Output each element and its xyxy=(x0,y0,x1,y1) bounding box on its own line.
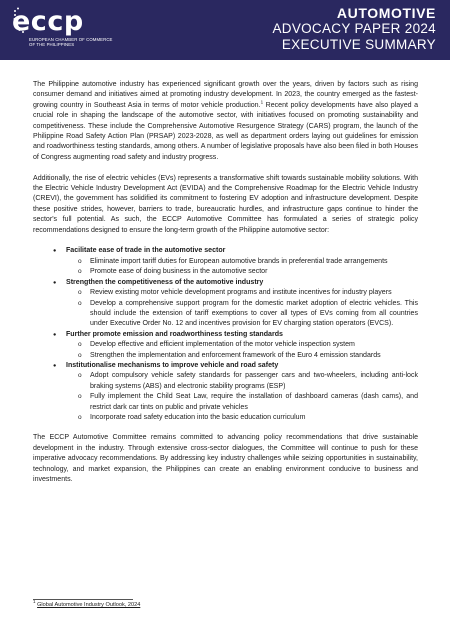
title-line-1: AUTOMOTIVE xyxy=(336,5,436,21)
recommendation-heading: ● Strengthen the competitiveness of the automotive industry xyxy=(66,278,264,286)
recommendation-subitem: o Strengthen the implementation and enforcement framework of the Euro 4 emission standards xyxy=(66,351,418,361)
recommendation-subitem: o Incorporate road safety education into the basic education curriculum xyxy=(66,413,418,423)
footnote-divider xyxy=(33,599,133,600)
recommendation-subitem: o Fully implement the Child Seat Law, require the installation of dashboard cameras (dash cams), and restrict dark car tints on public and private vehicles xyxy=(66,392,418,413)
recommendation-subitem: o Promote ease of doing business in the automotive sector xyxy=(66,267,418,277)
document-title xyxy=(272,5,436,53)
logo-subtitle: EUROPEAN CHAMBER OF COMMERCE OF THE PHILIPPINES xyxy=(29,37,113,47)
title-line-2: ADVOCACY PAPER 2024 xyxy=(272,21,436,36)
intro-paragraph: The Philippine automotive industry has experienced significant growth over the years, driven by factors such as rising consumer demand and initiatives aimed at promoting industry development. In 2023, the country emerged as the fastest-growing country in Southeast Asia in terms of motor vehicle production.$^1$ Recent policy developments have also played a crucial role in shaping the landscape of the automotive sector, with initiatives focused on promoting sustainability and competitiveness. These include the Comprehensive Automotive Resurgence Strategy (CARS) program, the launch of the Philippine Road Safety Action Plan (PRSAP) 2023-2028, as well as department orders laying out guidelines for emission and roadworthiness testing standards, among others. A number of legislative proposals have also been filed in both Houses of Congress augmenting road safety and industry progress. xyxy=(33,81,418,161)
recommendation-subitem: o Eliminate import tariff duties for European automotive brands in preferential trade arrangements xyxy=(66,257,418,267)
recommendation-item xyxy=(33,361,418,423)
recommendation-item xyxy=(33,278,418,330)
title-line-3: EXECUTIVE SUMMARY xyxy=(281,37,436,52)
eccp-logo xyxy=(12,6,132,54)
recommendation-subitem: o Develop effective and efficient implementation of the motor vehicle inspection system xyxy=(66,340,418,350)
footnote-number: 1 xyxy=(33,599,36,605)
recommendation-subitem: o Adopt compulsory vehicle safety standards for passenger cars and two-wheelers, including anti-lock braking systems (ABS) and electronic stability programs (ESP) xyxy=(66,371,418,392)
header-banner xyxy=(0,0,450,60)
recommendations-list xyxy=(33,246,418,423)
recommendation-subitem: o Develop a comprehensive support program for the domestic market adoption of electric vehicles. This should include the extension of tariff exemptions to cover all types of EVs coming from all countries under Executive Order No. 12 and incentives provision for EV charging station operators (EVCS). xyxy=(66,299,418,330)
footnote-marker: 1 xyxy=(260,99,264,105)
ev-paragraph: Additionally, the rise of electric vehicles (EVs) represents a transformative shift towards sustainable mobility solutions. With the Electric Vehicle Industry Development Act (EVIDA) and the Comprehensive Roadmap for the Electric Vehicle Industry (CREVI), the government has solidified its commitment to fostering EV adoption and infrastructure development. Despite these positive strides, however, barriers to trade, bureaucratic hurdles, and infrastructure gaps continue to hinder the sector's full potential. As such, the ECCP Automotive Committee has formulated a series of strategic policy recommendations designed to ensure the long-term growth of the Philippine automotive sector: xyxy=(33,174,418,234)
footnote-link[interactable]: Global Automotive Industry Outlook, 2024 xyxy=(37,602,141,608)
recommendation-item xyxy=(33,330,418,361)
body-text xyxy=(33,80,418,496)
closing-paragraph: The ECCP Automotive Committee remains committed to advancing policy recommendations that drive sustainable development in the industry. Through extensive cross-sector dialogues, the Committee will continue to push for these imperative advocacy recommendations. By addressing key industry challenges while seizing opportunities in sustainability, technology, and market expansion, the Philippines can create an enabling environment conducive to business and investments. xyxy=(33,434,418,483)
recommendation-heading: ● Institutionalise mechanisms to improve vehicle and road safety xyxy=(66,361,279,369)
recommendation-heading: ● Further promote emission and roadworthiness testing standards xyxy=(66,330,283,338)
recommendation-subitem: o Review existing motor vehicle development programs and institute incentives for industry players xyxy=(66,288,418,298)
recommendation-item xyxy=(33,246,418,277)
logo-wordmark: eccp xyxy=(12,6,84,37)
footnote xyxy=(33,599,141,609)
recommendation-heading: ● Facilitate ease of trade in the automotive sector xyxy=(66,247,226,255)
